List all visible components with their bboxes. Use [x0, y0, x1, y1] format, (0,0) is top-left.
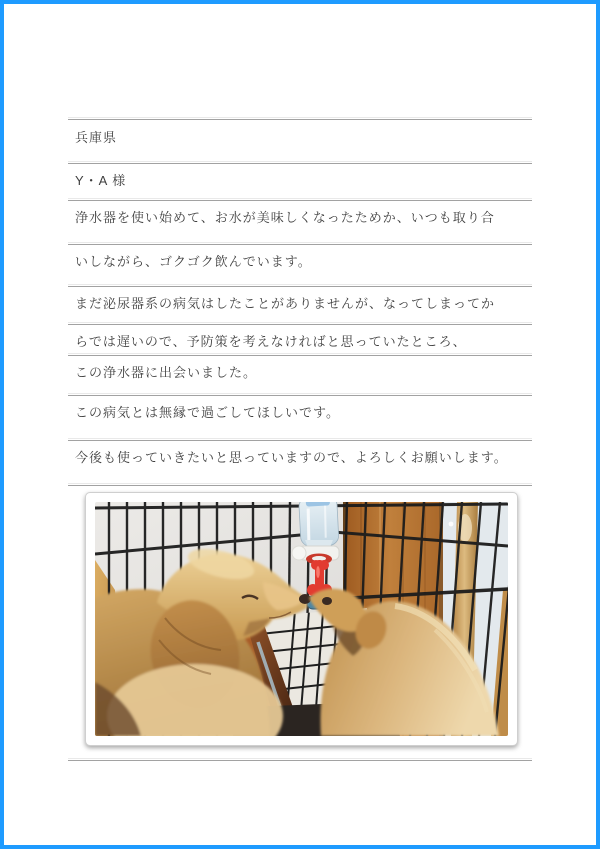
- ruled-line: [68, 198, 532, 201]
- testimonial-line-2: いしながら、ゴクゴク飲んでいます。: [75, 254, 312, 269]
- customer-name: Y・A 様: [75, 173, 127, 188]
- right-dog-nose: [322, 597, 332, 605]
- ruled-line: [68, 322, 532, 325]
- ruled-line: [68, 393, 532, 396]
- testimonial-line-6: この病気とは無縁で過ごしてほしいです。: [75, 405, 340, 420]
- testimonial-line-3: まだ泌尿器系の病気はしたことがありませんが、なってしまってか: [75, 296, 496, 311]
- dogs-photo: [95, 502, 508, 736]
- ruled-line: [68, 161, 532, 164]
- left-dog-nose: [299, 594, 311, 604]
- testimonial-line-1: 浄水器を使い始めて、お水が美味しくなったためか、いつも取り合: [75, 210, 495, 225]
- testimonial-line-5: この浄水器に出会いました。: [75, 365, 258, 380]
- ruled-line: [68, 284, 532, 287]
- cage-joint-highlight: [449, 522, 454, 527]
- prefecture-text: 兵庫県: [75, 130, 118, 145]
- ruled-line: [68, 438, 532, 441]
- ruled-line: [68, 483, 532, 486]
- ruled-line: [68, 353, 532, 356]
- ruled-line: [68, 758, 532, 761]
- testimonial-line-4: らでは遅いので、予防策を考えなければと思っていたところ、: [75, 334, 467, 349]
- ruled-line: [68, 117, 532, 120]
- testimonial-line-7: 今後も使っていきたいと思っていますので、よろしくお願いします。: [75, 450, 508, 465]
- ruled-line: [68, 242, 532, 245]
- photo-frame: [85, 492, 518, 746]
